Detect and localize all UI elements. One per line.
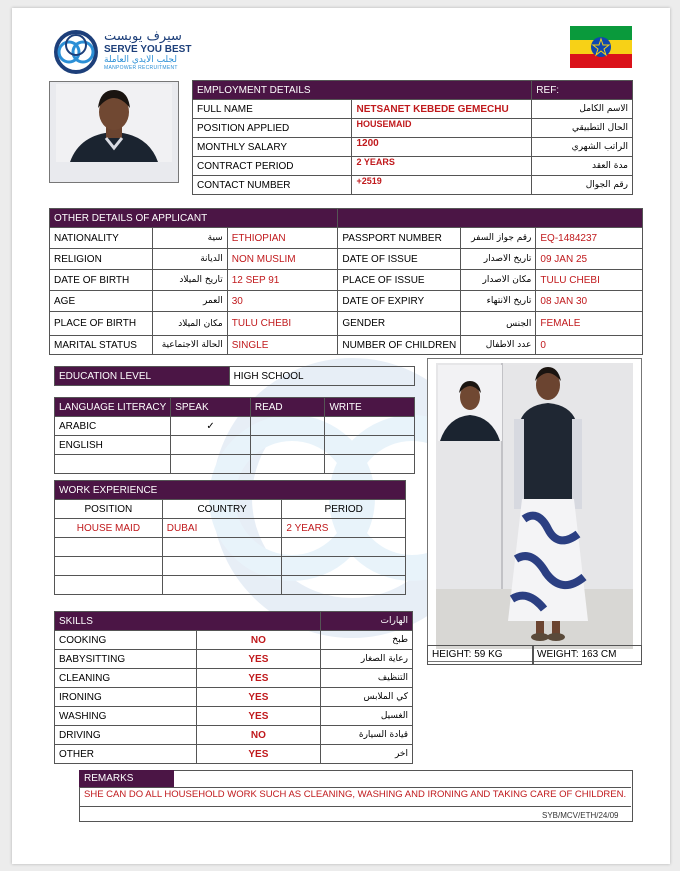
skill-name: CLEANING	[55, 669, 197, 688]
ethiopia-flag-icon	[570, 26, 632, 68]
date-of-issue-value: 09 JAN 25	[536, 249, 643, 270]
place-of-issue-label: PLACE OF ISSUE	[338, 270, 461, 291]
remarks-text: SHE CAN DO ALL HOUSEHOLD WORK SUCH AS CLEANING, WASHING AND IRONING AND TAKING CARE OF CHILDREN.	[84, 789, 627, 800]
language-name: ARABIC	[55, 417, 171, 436]
full-name-label: FULL NAME	[193, 100, 352, 119]
contact-number-value: +2519	[352, 176, 532, 195]
nationality-label: NATIONALITY	[50, 228, 153, 249]
contract-period-arabic-label: مدة العقد	[532, 157, 633, 176]
table-row	[55, 417, 415, 436]
education-level-table	[54, 366, 415, 386]
other-details-title: OTHER DETAILS OF APPLICANT	[50, 209, 338, 228]
number-of-children-arabic-label: عدد الاطفال	[461, 336, 536, 355]
position-applied-label: POSITION APPLIED	[193, 119, 352, 138]
language-literacy-header: LANGUAGE LITERACY	[55, 398, 171, 417]
date-of-expiry-label: DATE OF EXPIRY	[338, 291, 461, 312]
country-header: COUNTRY	[162, 500, 282, 519]
cv-sheet	[12, 8, 670, 864]
religion-value: NON MUSLIM	[227, 249, 338, 270]
monthly-salary-label: MONTHLY SALARY	[193, 138, 352, 157]
skill-value: YES	[196, 688, 321, 707]
skill-value: NO	[196, 726, 321, 745]
skill-name: BABYSITTING	[55, 650, 197, 669]
date-of-birth-value: 12 SEP 91	[227, 270, 338, 291]
table-row	[193, 157, 633, 176]
table-row	[50, 228, 643, 249]
skills-table	[54, 611, 413, 764]
place-of-issue-value: TULU CHEBI	[536, 270, 643, 291]
age-label: AGE	[50, 291, 153, 312]
weight-box	[532, 645, 642, 665]
passport-number-label: PASSPORT NUMBER	[338, 228, 461, 249]
education-level-label: EDUCATION LEVEL	[55, 367, 230, 386]
date-of-issue-label: DATE OF ISSUE	[338, 249, 461, 270]
table-row	[55, 557, 406, 576]
skill-name: DRIVING	[55, 726, 197, 745]
logo-english-name: SERVE YOU BEST	[104, 44, 192, 55]
position-header: POSITION	[55, 500, 163, 519]
ref-label: REF:	[532, 81, 633, 100]
place-of-birth-label: PLACE OF BIRTH	[50, 312, 153, 336]
skills-arabic-title: الهارات	[321, 612, 413, 631]
table-row	[55, 707, 413, 726]
table-row	[55, 650, 413, 669]
table-row	[55, 631, 413, 650]
religion-arabic-label: الديانة	[153, 249, 227, 270]
position-applied-arabic-label: الحال التطبيقي	[532, 119, 633, 138]
skill-arabic-name: اخر	[321, 745, 413, 764]
skill-name: COOKING	[55, 631, 197, 650]
marital-status-value: SINGLE	[227, 336, 338, 355]
skill-name: WASHING	[55, 707, 197, 726]
height-value: HEIGHT: 59 KG	[432, 649, 503, 660]
work-country-value: DUBAI	[162, 519, 282, 538]
company-logo	[52, 26, 192, 82]
skill-value: YES	[196, 650, 321, 669]
logo-arabic-subtitle: لجلب الايدي العاملة	[104, 55, 177, 65]
table-row	[55, 576, 406, 595]
work-experience-title: WORK EXPERIENCE	[55, 481, 406, 500]
work-position-value: HOUSE MAID	[55, 519, 163, 538]
marital-status-label: MARITAL STATUS	[50, 336, 153, 355]
date-of-issue-arabic-label: تاريخ الاصدار	[461, 249, 536, 270]
age-value: 30	[227, 291, 338, 312]
skill-arabic-name: طبخ	[321, 631, 413, 650]
applicant-portrait-photo	[49, 81, 179, 183]
table-row	[55, 745, 413, 764]
table-row	[55, 688, 413, 707]
checkmark-icon: ✓	[171, 417, 251, 436]
place-of-birth-value: TULU CHEBI	[227, 312, 338, 336]
speak-header: SPEAK	[171, 398, 251, 417]
nationality-value: ETHIOPIAN	[227, 228, 338, 249]
passport-number-value: EQ-1484237	[536, 228, 643, 249]
employment-details-title: EMPLOYMENT DETAILS	[193, 81, 532, 100]
table-row	[193, 138, 633, 157]
logo-tagline: MANPOWER RECRUITMENT	[104, 65, 178, 71]
religion-label: RELIGION	[50, 249, 153, 270]
language-literacy-table	[54, 397, 415, 474]
period-header: PERIOD	[282, 500, 406, 519]
number-of-children-label: NUMBER OF CHILDREN	[338, 336, 461, 355]
position-applied-value: HOUSEMAID	[352, 119, 532, 138]
date-of-expiry-arabic-label: تاريخ الانتهاء	[461, 291, 536, 312]
place-of-issue-arabic-label: مكان الاصدار	[461, 270, 536, 291]
monthly-salary-arabic-label: الراتب الشهري	[532, 138, 633, 157]
contract-period-value: 2 YEARS	[352, 157, 532, 176]
remarks-title: REMARKS	[79, 770, 174, 787]
height-box	[427, 645, 534, 665]
skill-value: YES	[196, 707, 321, 726]
work-experience-table	[54, 480, 406, 595]
skill-arabic-name: رعاية الصغار	[321, 650, 413, 669]
table-row	[55, 726, 413, 745]
skill-value: NO	[196, 631, 321, 650]
contact-number-label: CONTACT NUMBER	[193, 176, 352, 195]
table-row	[193, 119, 633, 138]
nationality-arabic-label: سية	[153, 228, 227, 249]
table-row	[55, 519, 406, 538]
monthly-salary-value: 1200	[352, 138, 532, 157]
logo-arabic-name: سيرف يوبست	[104, 29, 182, 44]
skill-arabic-name: كي الملابس	[321, 688, 413, 707]
write-cell	[325, 436, 415, 455]
reference-code: SYB/MCV/ETH/24/09	[542, 811, 619, 820]
date-of-expiry-value: 08 JAN 30	[536, 291, 643, 312]
gender-value: FEMALE	[536, 312, 643, 336]
skill-name: OTHER	[55, 745, 197, 764]
skill-value: YES	[196, 745, 321, 764]
table-row	[55, 455, 415, 474]
table-row	[55, 436, 415, 455]
table-row	[55, 538, 406, 557]
skill-value: YES	[196, 669, 321, 688]
read-header: READ	[250, 398, 325, 417]
place-of-birth-arabic-label: مكان الميلاد	[153, 312, 227, 336]
table-row	[50, 312, 643, 336]
weight-value: WEIGHT: 163 CM	[537, 649, 617, 660]
full-name-arabic-label: الاسم الكامل	[532, 100, 633, 119]
table-row	[50, 249, 643, 270]
table-row	[50, 291, 643, 312]
gender-label: GENDER	[338, 312, 461, 336]
table-row	[55, 669, 413, 688]
table-row	[193, 100, 633, 119]
age-arabic-label: العمر	[153, 291, 227, 312]
gender-arabic-label: الجنس	[461, 312, 536, 336]
speak-cell	[171, 436, 251, 455]
other-details-table	[49, 208, 643, 355]
full-name-value: NETSANET KEBEDE GEMECHU	[352, 100, 532, 119]
skills-title: SKILLS	[55, 612, 321, 631]
write-header: WRITE	[325, 398, 415, 417]
contact-number-arabic-label: رقم الجوال	[532, 176, 633, 195]
read-cell	[250, 417, 325, 436]
table-row	[50, 336, 643, 355]
write-cell	[325, 417, 415, 436]
table-row	[55, 500, 406, 519]
applicant-full-body-photo	[427, 358, 642, 662]
passport-number-arabic-label: رقم جواز السفر	[461, 228, 536, 249]
number-of-children-value: 0	[536, 336, 643, 355]
skill-arabic-name: قيادة السيارة	[321, 726, 413, 745]
skill-arabic-name: الغسيل	[321, 707, 413, 726]
education-level-value: HIGH SCHOOL	[229, 367, 414, 386]
table-row	[193, 176, 633, 195]
read-cell	[250, 436, 325, 455]
skill-name: IRONING	[55, 688, 197, 707]
date-of-birth-label: DATE OF BIRTH	[50, 270, 153, 291]
employment-details-table	[192, 80, 633, 195]
skill-arabic-name: التنظيف	[321, 669, 413, 688]
table-row	[50, 270, 643, 291]
language-name: ENGLISH	[55, 436, 171, 455]
contract-period-label: CONTRACT PERIOD	[193, 157, 352, 176]
logo-mark-icon	[52, 28, 100, 76]
work-period-value: 2 YEARS	[282, 519, 406, 538]
date-of-birth-arabic-label: تاريخ الميلاد	[153, 270, 227, 291]
marital-status-arabic-label: الحالة الاجتماعية	[153, 336, 227, 355]
